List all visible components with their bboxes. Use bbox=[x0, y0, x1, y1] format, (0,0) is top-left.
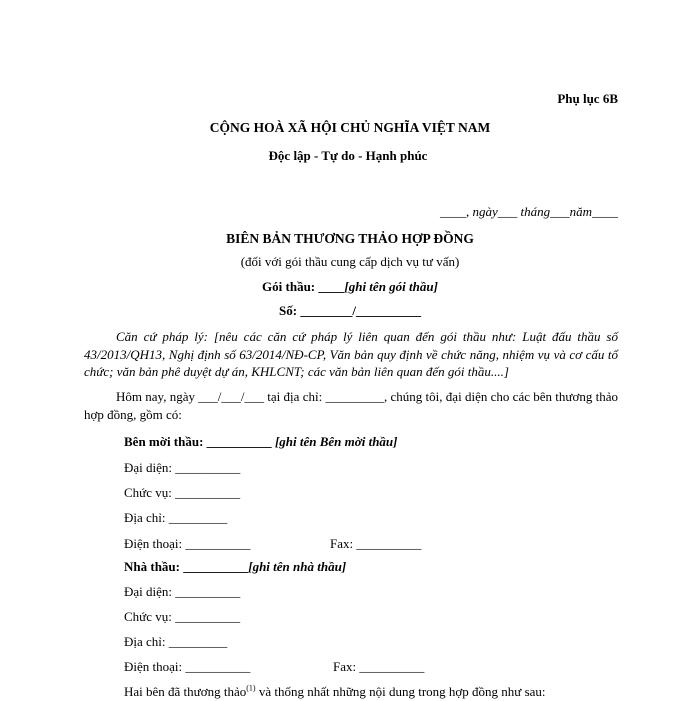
employer-placeholder: [ghi tên Bên mời thầu] bbox=[274, 434, 398, 449]
footnote-marker: (1) bbox=[246, 683, 256, 693]
employer-label: Bên mời thầu: __________ bbox=[124, 434, 272, 449]
employer-fax: Fax: __________ bbox=[330, 536, 422, 551]
contractor-phone: Điện thoại: __________ bbox=[124, 659, 251, 674]
document-title: BIÊN BẢN THƯƠNG THẢO HỢP ĐỒNG bbox=[226, 231, 474, 246]
contractor-fax: Fax: __________ bbox=[333, 659, 425, 674]
appendix-label: Phụ lục 6B bbox=[557, 91, 618, 106]
national-title: CỘNG HOÀ XÃ HỘI CHỦ NGHĨA VIỆT NAM bbox=[209, 120, 491, 135]
employer-position: Chức vụ: __________ bbox=[124, 485, 241, 500]
legal-basis-label: Căn cứ pháp lý: bbox=[116, 329, 208, 344]
legal-basis-text: [nêu các căn cứ pháp lý liên quan đến gói thầu như: Luật đấu thầu số 43/2013/QH13, Nghị định số 63/2014/NĐ-CP, Văn bản quy định về chức năng, nhiệm vụ và cơ cấu tổ chức; văn bản phê duyệt dự án, KHLCNT; các văn bản liên quan đến gói thầu....] bbox=[84, 329, 618, 380]
contractor-label: Nhà thầu: __________ bbox=[124, 559, 249, 574]
contractor-address: Địa chỉ: _________ bbox=[124, 634, 228, 649]
date-line: ____, ngày___ tháng___năm____ bbox=[439, 204, 618, 219]
document-subtitle: (đối với gói thầu cung cấp dịch vụ tư vấn) bbox=[240, 254, 460, 269]
contractor-placeholder: [ghi tên nhà thầu] bbox=[248, 559, 347, 574]
employer-representative: Đại diện: __________ bbox=[124, 460, 241, 475]
contractor-heading bbox=[124, 558, 346, 576]
intro-paragraph: Hôm nay, ngày ___/___/___ tại địa chỉ: _________, chúng tôi, đại diện cho các bên thương thảo hợp đồng, gồm có: bbox=[84, 389, 618, 422]
motto-text: Độc lập - Tự do - Hạnh phúc bbox=[268, 148, 428, 163]
legal-basis-paragraph bbox=[84, 328, 618, 381]
closing-line bbox=[124, 683, 546, 701]
employer-heading bbox=[124, 433, 398, 451]
package-line bbox=[0, 278, 700, 296]
contractor-position: Chức vụ: __________ bbox=[124, 609, 241, 624]
contractor-representative: Đại diện: __________ bbox=[124, 584, 241, 599]
document-number: Số: ________/__________ bbox=[279, 303, 421, 318]
package-placeholder: [ghi tên gói thầu] bbox=[344, 279, 438, 294]
package-label: Gói thầu: ____ bbox=[262, 279, 345, 294]
motto bbox=[0, 147, 700, 165]
closing-text-after: và thống nhất những nội dung trong hợp đồng như sau: bbox=[255, 684, 546, 699]
employer-address: Địa chỉ: _________ bbox=[124, 510, 228, 525]
employer-phone: Điện thoại: __________ bbox=[124, 536, 251, 551]
closing-text-before: Hai bên đã thương thảo bbox=[124, 684, 247, 699]
